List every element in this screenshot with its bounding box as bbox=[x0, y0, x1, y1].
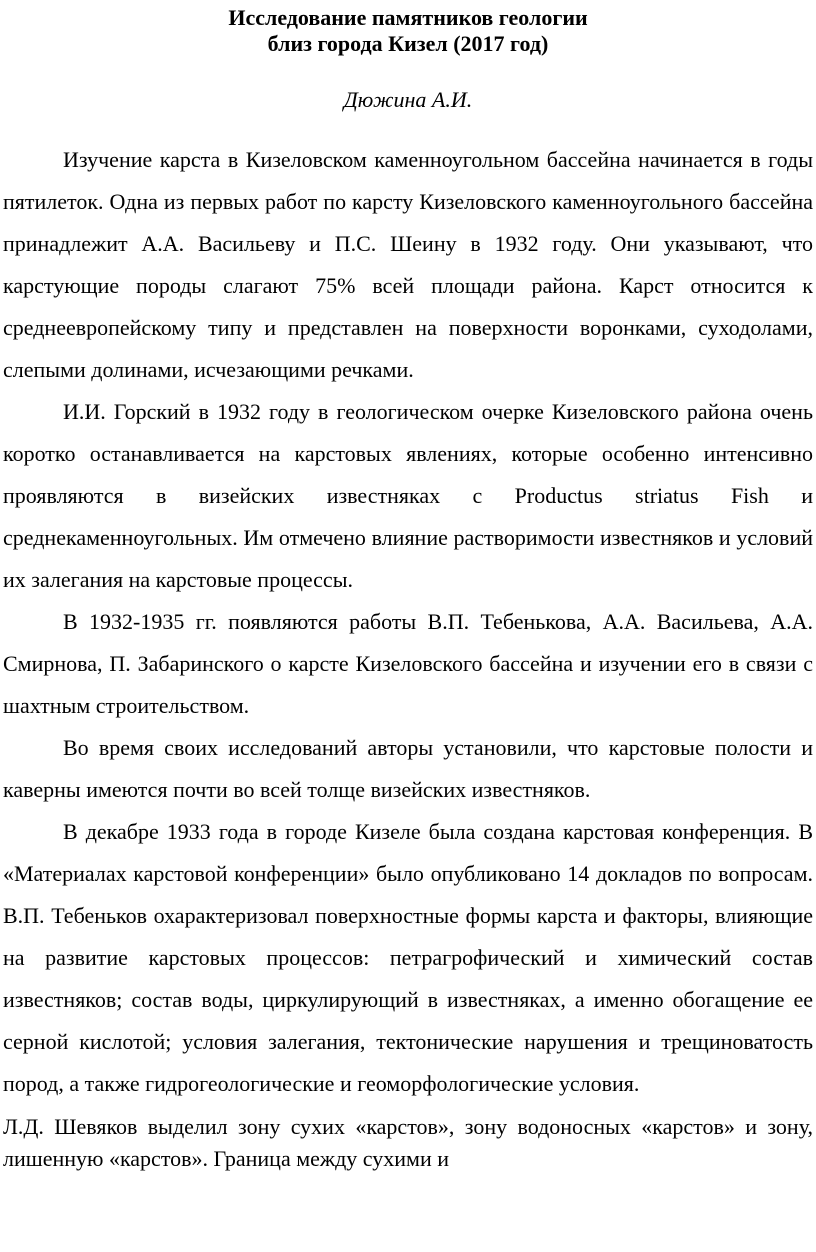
paragraph: Л.Д. Шевяков выделил зону сухих «карстов», зону водоносных «карстов» и зону, лишенную «карстов». Граница между сухими и bbox=[3, 1114, 813, 1171]
document-body bbox=[3, 139, 813, 1175]
title-line-2: близ города Кизел (2017 год) bbox=[267, 31, 549, 56]
author-name: Дюжина А.И. bbox=[343, 87, 473, 112]
paragraph: В декабре 1933 года в городе Кизеле была создана карстовая конференция. В «Материалах карстовой конференции» было опубликовано 14 докладов по вопросам. В.П. Тебеньков охарактеризовал поверхностные формы карста и факторы, влияющие на развитие карстовых процессов: петрагрофический и химический состав известняков; состав воды, циркулирующий в известняках, а именно обогащение ее серной кислотой; условия залегания, тектонические нарушения и трещиноватость пород, а также гидрогеологические и геоморфологические условия. bbox=[3, 819, 813, 1096]
paragraph: И.И. Горский в 1932 году в геологическом очерке Кизеловского района очень коротко останавливается на карстовых явлениях, которые особенно интенсивно проявляются в визейских известняках с Productus striatus Fish и среднекаменноугольных. Им отмечено влияние растворимости известняков и условий их залегания на карстовые процессы. bbox=[3, 399, 813, 592]
paragraph: Изучение карста в Кизеловском каменноугольном бассейна начинается в годы пятилеток. Одна из первых работ по карсту Кизеловского каменноугольного бассейна принадлежит А.А. Васильеву и П.С. Шеину в 1932 году. Они указывают, что карстующие породы слагают 75% всей площади района. Карст относится к среднеевропейскому типу и представлен на поверхности воронками, суходолами, слепыми долинами, исчезающими речками. bbox=[3, 147, 813, 382]
title-line-1: Исследование памятников геологии bbox=[228, 5, 588, 30]
paragraph: Во время своих исследований авторы установили, что карстовые полости и каверны имеются почти во всей толще визейских известняков. bbox=[3, 735, 813, 802]
paragraph: В 1932-1935 гг. появляются работы В.П. Тебенькова, А.А. Васильева, А.А. Смирнова, П. Забаринского о карсте Кизеловского бассейна и изучении его в связи с шахтным строительством. bbox=[3, 609, 813, 718]
document-title bbox=[3, 5, 813, 57]
